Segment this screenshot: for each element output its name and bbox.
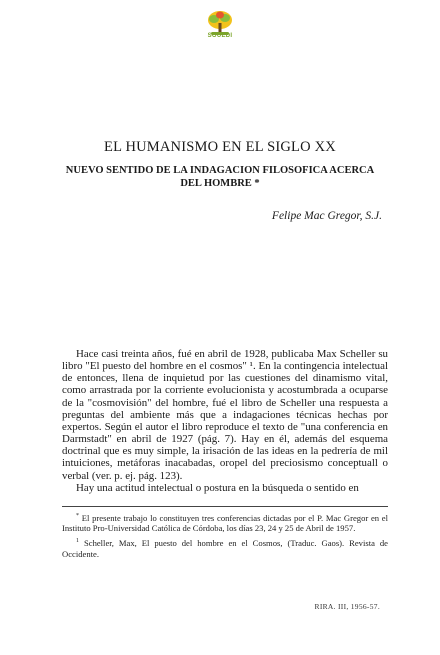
footnote-text: Scheller, Max, El puesto del hombre en el Cosmos, (Traduc. Gaos). Revista de Occidente. — [62, 537, 388, 559]
footnotes — [62, 511, 388, 561]
footnote-mark: * — [76, 513, 79, 519]
body-text — [62, 348, 388, 494]
page-reference: RIRA. III, 1956-57. — [314, 602, 380, 611]
article-title: EL HUMANISMO EN EL SIGLO XX — [104, 139, 336, 155]
footnote-divider — [62, 506, 388, 507]
footnote-mark: 1 — [76, 538, 79, 545]
footnote-text: El presente trabajo lo constituyen tres conferencias dictadas por el P. Mac Gregor en el Instituto Pro-Universidad Católica de Córdoba, los días 23, 24 y 25 de Abril de 1957. — [62, 512, 389, 534]
logo-wordmark: SOUEDI — [207, 33, 233, 39]
footnote — [62, 536, 388, 559]
paragraph: Hace casi treinta años, fué en abril de 1928, publicaba Max Scheller su libro "El puesto del hombre en el cosmos" ¹. En la contingencia intelectual de entonces, llena de inquietud por las cuestiones del dinamismo vital, como arrastrada por la corriente evolucionista y acostumbrada a ocuparse de la "cosmovisión" del hombre, fué el libro de Scheller una respuesta a preguntas del ambiente más que a indagaciones técnicas hechas por expertos. Según el autor el libro reproduce el texto de "una conferencia en Darmstadt" en abril de 1927 (pág. 7). Hay en él, además del esquema doctrinal que es muy simple, la irisación de las ideas en la pedrería de mil intuiciones, metáforas inacabadas, oropel del preciosismo conceptuall o verbal (ver. p. ej. pág. 123). — [62, 348, 388, 482]
author-name: Felipe Mac Gregor, S.J. — [271, 210, 382, 222]
paragraph: Hay una actitud intelectual o postura en la búsqueda o sentido en — [76, 481, 359, 494]
footnote — [62, 511, 388, 534]
article-subtitle: NUEVO SENTIDO DE LA INDAGACION FILOSOFICA ACERCA DEL HOMBRE * — [65, 165, 375, 189]
